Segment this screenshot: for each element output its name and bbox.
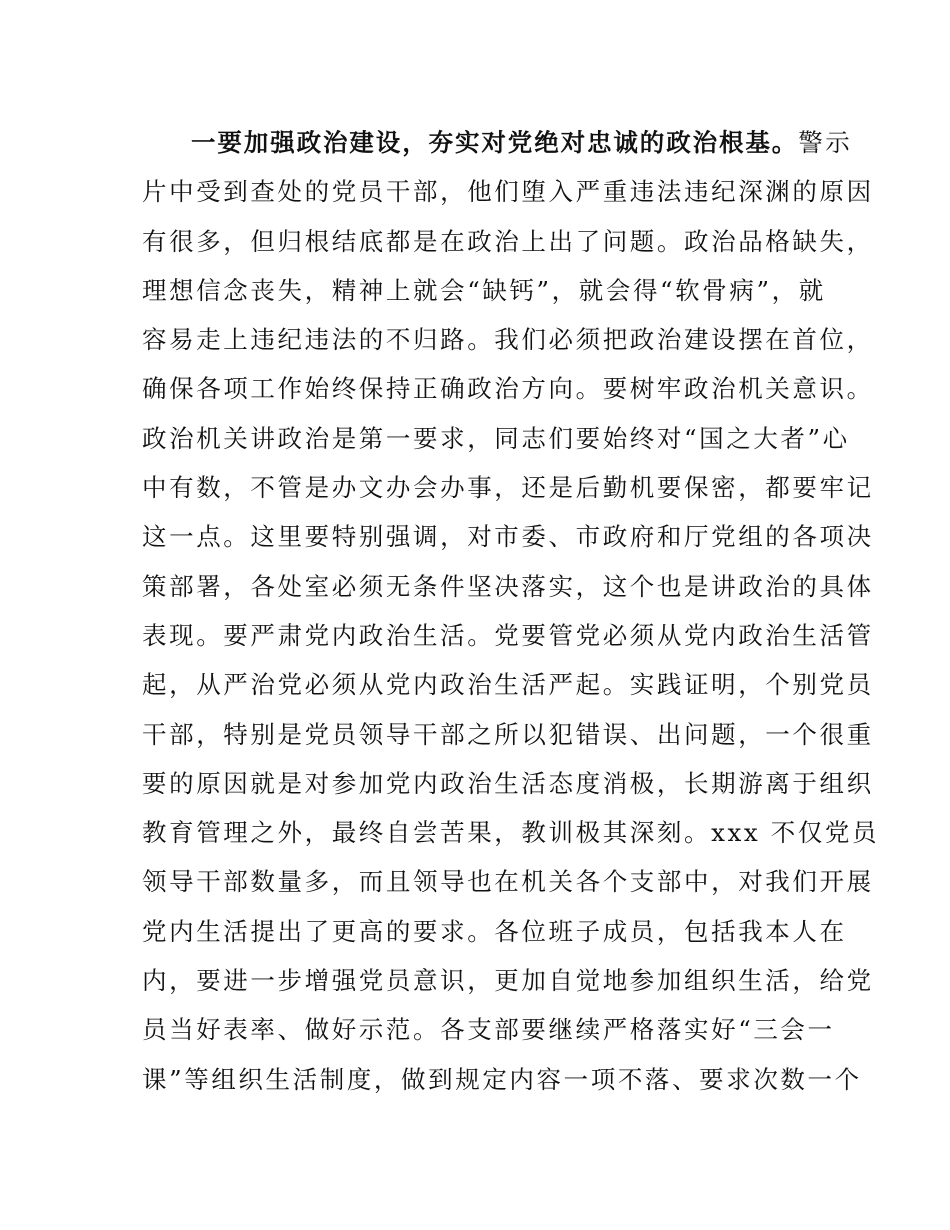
text-line: 要的原因就是对参加党内政治生活态度消极，长期游离于组织 xyxy=(142,768,874,798)
paragraph-first-line xyxy=(142,118,853,167)
text-line: 员当好表率、做好示范。各支部要继续严格落实好“三会一 xyxy=(142,1015,835,1045)
text-line: 理想信念丧失，精神上就会“缺钙”，就会得“软骨病”，就 xyxy=(142,275,826,305)
text-line: 课”等组织生活制度，做到规定内容一项不落、要求次数一个 xyxy=(142,1064,862,1094)
paragraph-heading: 一要加强政治建设，夯实对党绝对忠诚的政治根基。 xyxy=(191,128,799,157)
text-line: 领导干部数量多，而且领导也在机关各个支部中，对我们开展 xyxy=(142,867,874,897)
text-line: 容易走上违纪违法的不归路。我们必须把政治建设摆在首位， xyxy=(142,325,874,355)
text-line: 党内生活提出了更高的要求。各位班子成员，包括我本人在 xyxy=(142,916,847,946)
body-paragraph xyxy=(142,118,880,1104)
text-line: 中有数，不管是办文办会办事，还是后勤机要保密，都要牢记 xyxy=(142,473,874,503)
text-line: 政治机关讲政治是第一要求，同志们要始终对“国之大者”心 xyxy=(142,423,850,453)
text-line: 策部署，各处室必须无条件坚决落实，这个也是讲政治的具体 xyxy=(142,571,874,601)
text-line: 片中受到查处的党员干部，他们堕入严重违法违纪深渊的原因 xyxy=(142,177,874,207)
text-line: 干部，特别是党员领导干部之所以犯错误、出问题，一个很重 xyxy=(142,719,874,749)
text-line: 表现。要严肃党内政治生活。党要管党必须从党内政治生活管 xyxy=(142,620,874,650)
text-line: 内，要进一步增强党员意识，更加自觉地参加组织生活，给党 xyxy=(142,966,874,996)
first-line-tail: 警示 xyxy=(798,128,853,157)
text-line: 这一点。这里要特别强调，对市委、市政府和厅党组的各项决 xyxy=(142,522,874,552)
text-line: 起，从严治党必须从党内政治生活严起。实践证明，个别党员 xyxy=(142,670,874,700)
text-line: 有很多，但归根结底都是在政治上出了问题。政治品格缺失， xyxy=(142,226,874,256)
text-line: 确保各项工作始终保持正确政治方向。要树牢政治机关意识。 xyxy=(142,374,874,404)
text-line: 教育管理之外，最终自尝苦果，教训极其深刻。xxx 不仅党员 xyxy=(142,818,880,848)
